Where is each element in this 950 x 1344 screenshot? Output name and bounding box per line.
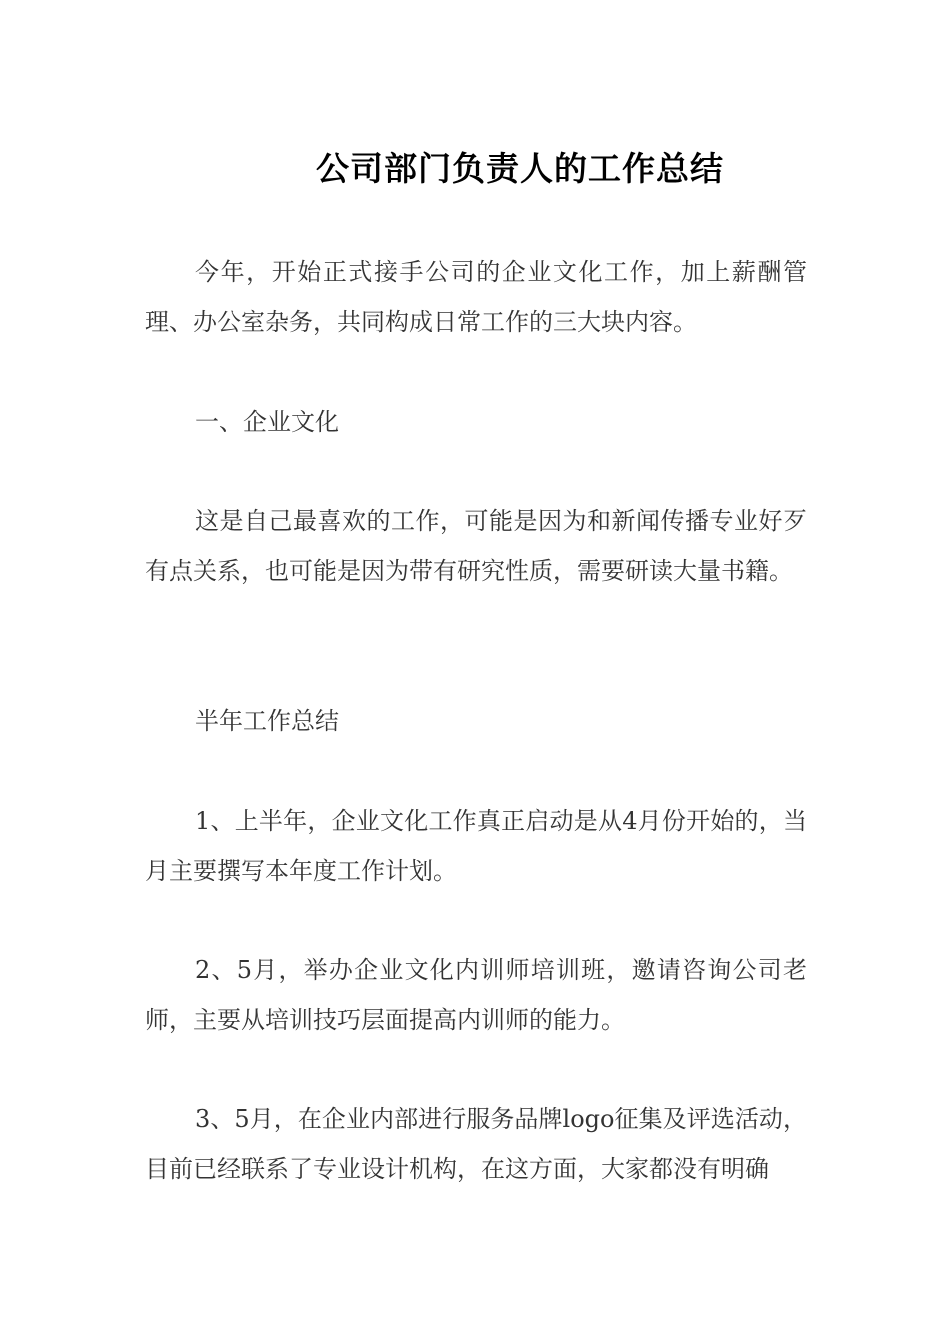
section-heading-half-year-summary: 半年工作总结 xyxy=(195,707,339,735)
paragraph-intro: 今年，开始正式接手公司的企业文化工作，加上薪酬管理、办公室杂务，共同构成日常工作的三大块内容。 xyxy=(145,258,807,336)
list-item-1: 1、上半年，企业文化工作真正启动是从4月份开始的，当月主要撰写本年度工作计划。 xyxy=(145,807,807,885)
list-item-2: 2、5月，举办企业文化内训师培训班，邀请咨询公司老师，主要从培训技巧层面提高内训师的能力。 xyxy=(145,956,807,1034)
list-item-3: 3、5月，在企业内部进行服务品牌logo征集及评选活动，目前已经联系了专业设计机构，在这方面，大家都没有明确 xyxy=(145,1105,807,1183)
section-heading-corporate-culture: 一、企业文化 xyxy=(195,408,339,436)
paragraph-favorite-work: 这是自己最喜欢的工作，可能是因为和新闻传播专业好歹有点关系，也可能是因为带有研究性质，需要研读大量书籍。 xyxy=(145,507,807,585)
document-title: 公司部门负责人的工作总结 xyxy=(316,149,724,188)
